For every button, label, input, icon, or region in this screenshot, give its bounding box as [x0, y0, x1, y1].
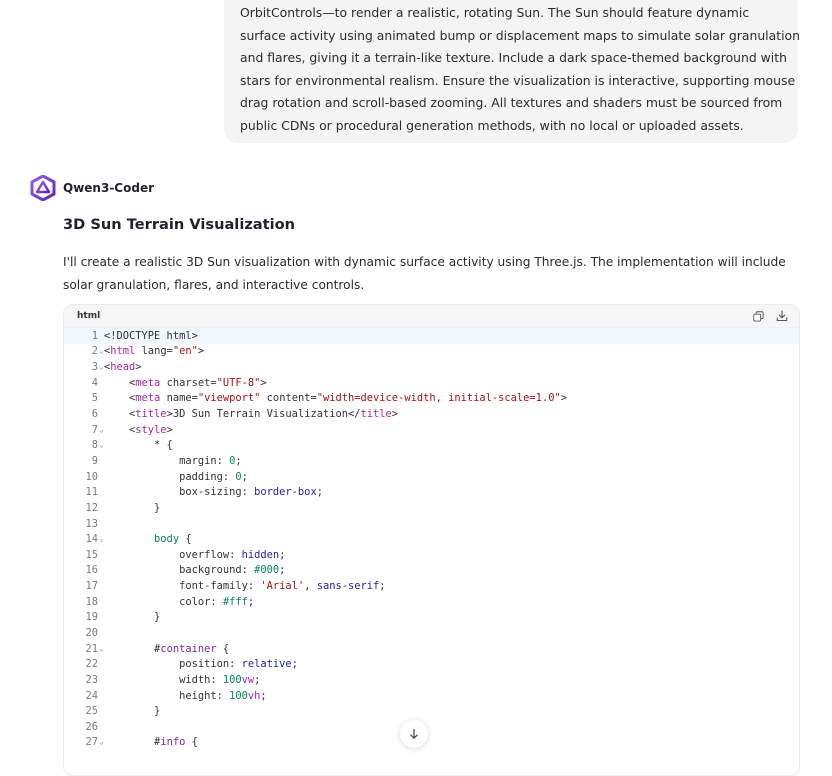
line-number-text: 5 [91, 392, 98, 405]
code-text: } [104, 705, 161, 718]
line-number-text: 14 [85, 533, 98, 546]
code-line [64, 688, 799, 704]
assistant-header [30, 174, 154, 202]
line-number [64, 377, 98, 389]
user-message-line: public CDNs or procedural generation methods, with no local or uploaded assets. [240, 117, 744, 133]
line-number [64, 596, 98, 608]
code-text: font-family: 'Arial', sans-serif; [104, 580, 386, 593]
line-number-text: 21 [85, 642, 98, 655]
line-number [64, 408, 98, 420]
line-number-text: 12 [85, 501, 98, 514]
line-number-text: 11 [85, 486, 98, 499]
code-line [64, 531, 799, 547]
code-text: #info { [104, 736, 198, 749]
line-number [64, 642, 104, 655]
response-title: 3D Sun Terrain Visualization [63, 216, 296, 233]
line-number [64, 564, 98, 576]
code-text: margin: 0; [104, 454, 242, 467]
line-number [64, 549, 98, 561]
line-number [64, 345, 104, 358]
code-text: overflow: hidden; [104, 548, 286, 561]
code-text: <!DOCTYPE html> [104, 329, 198, 342]
code-line [64, 375, 799, 391]
arrow-down-icon [408, 728, 420, 740]
code-line [64, 656, 799, 672]
fold-chevron-icon[interactable]: ⌄ [99, 737, 104, 747]
code-line [64, 344, 799, 360]
response-intro-line: solar granulation, flares, and interactive controls. [63, 278, 365, 292]
code-text: #container { [104, 642, 230, 655]
line-number [64, 627, 98, 639]
line-number-text: 17 [85, 580, 98, 593]
line-number-text: 8 [91, 439, 98, 452]
copy-icon[interactable] [751, 309, 765, 323]
code-text: <meta charset="UTF-8"> [104, 376, 267, 389]
code-text: <style> [104, 423, 173, 436]
code-text: box-sizing: border-box; [104, 486, 323, 499]
line-number-text: 1 [91, 329, 98, 342]
line-number [64, 471, 98, 483]
line-number [64, 330, 98, 342]
line-number-text: 15 [85, 548, 98, 561]
line-number [64, 690, 98, 702]
line-number-text: 13 [85, 517, 98, 530]
line-number [64, 533, 104, 546]
scroll-down-button[interactable] [400, 720, 428, 748]
code-line [64, 578, 799, 594]
user-message-line: and flares, giving it a terrain-like texture. Include a dark space-themed background with [240, 50, 787, 65]
code-text: } [104, 501, 161, 514]
qwen-logo-icon [30, 175, 56, 201]
code-text: <html lang="en"> [104, 345, 205, 358]
response-intro [63, 251, 793, 297]
code-line [64, 625, 799, 641]
fold-chevron-icon[interactable]: ⌄ [99, 440, 104, 450]
code-text: <title>3D Sun Terrain Visualization</title> [104, 408, 399, 421]
code-text: } [104, 611, 161, 624]
fold-chevron-icon[interactable]: ⌄ [99, 362, 104, 372]
line-number-text: 4 [91, 376, 98, 389]
user-message-line: OrbitControls—to render a realistic, rotating Sun. The Sun should feature dynamic [240, 5, 750, 20]
line-number-text: 3 [91, 361, 98, 374]
code-text: height: 100vh; [104, 689, 267, 702]
code-content[interactable] [64, 328, 799, 750]
line-number-text: 22 [85, 658, 98, 671]
user-message-text [240, 2, 800, 137]
fold-chevron-icon[interactable]: ⌄ [99, 643, 104, 653]
line-number-text: 6 [91, 408, 98, 421]
code-text: body { [154, 533, 192, 546]
line-number-text: 20 [85, 626, 98, 639]
line-number [64, 674, 98, 686]
line-number [64, 502, 98, 514]
line-number-text: 7 [91, 423, 98, 436]
line-number-text: 9 [91, 454, 98, 467]
code-language-label: html [77, 311, 101, 321]
line-number [64, 518, 98, 530]
code-line [64, 641, 799, 657]
code-line [64, 422, 799, 438]
line-number [64, 361, 104, 374]
code-text: <meta name="viewport" content="width=device-width, initial-scale=1.0"> [104, 392, 567, 405]
line-number [64, 721, 98, 733]
line-number-text: 27 [85, 736, 98, 749]
line-number-text: 24 [85, 689, 98, 702]
code-line [64, 672, 799, 688]
code-line [64, 406, 799, 422]
code-text: background: #000; [104, 564, 286, 577]
line-number [64, 736, 104, 749]
user-message-line: stars for environmental realism. Ensure the visualization is interactive, supporting mouse [240, 72, 796, 88]
code-block [63, 304, 800, 776]
download-icon[interactable] [775, 309, 789, 323]
code-text: padding: 0; [104, 470, 248, 483]
assistant-name: Qwen3-Coder [63, 181, 154, 195]
line-number [64, 486, 98, 498]
code-line [64, 735, 799, 751]
user-message-bubble [224, 0, 798, 143]
code-text: width: 100vw; [104, 673, 261, 686]
line-number [64, 455, 98, 467]
code-line [64, 484, 799, 500]
line-number [64, 705, 98, 717]
code-line [64, 328, 799, 344]
user-message-line: drag rotation and scroll-based zooming. All textures and shaders must be sourced from [240, 95, 783, 110]
line-number-text: 26 [85, 720, 98, 733]
code-line [64, 500, 799, 516]
code-text: color: #fff; [104, 595, 255, 608]
code-actions [751, 309, 789, 323]
line-number-text: 19 [85, 611, 98, 624]
code-line [64, 469, 799, 485]
line-number-text: 25 [85, 705, 98, 718]
line-number [64, 423, 104, 436]
fold-chevron-icon[interactable]: ⌄ [99, 424, 104, 434]
code-line [64, 594, 799, 610]
line-number [64, 658, 98, 670]
code-text: * { [104, 439, 173, 452]
line-number-text: 23 [85, 673, 98, 686]
code-line [64, 437, 799, 453]
code-line [64, 391, 799, 407]
line-number-text: 2 [91, 345, 98, 358]
code-line [64, 547, 799, 563]
code-line [64, 359, 799, 375]
user-message-line: surface activity using animated bump or displacement maps to simulate solar granulation [240, 27, 800, 43]
code-line [64, 563, 799, 579]
code-line [64, 719, 799, 735]
line-number-text: 16 [85, 564, 98, 577]
fold-chevron-icon[interactable]: ⌄ [99, 346, 104, 356]
code-line [64, 516, 799, 532]
fold-chevron-icon[interactable]: ⌄ [99, 534, 104, 544]
code-line [64, 610, 799, 626]
code-text: position: relative; [104, 658, 298, 671]
response-intro-line: I'll create a realistic 3D Sun visualization with dynamic surface activity using Three.js. The implementation will include [63, 255, 786, 269]
code-line [64, 453, 799, 469]
line-number [64, 580, 98, 592]
code-line [64, 703, 799, 719]
code-block-header [64, 305, 799, 328]
line-number [64, 392, 98, 404]
code-text: <head> [104, 361, 142, 374]
line-number [64, 611, 98, 623]
line-number [64, 439, 104, 452]
line-number-text: 18 [85, 595, 98, 608]
line-number-text: 10 [85, 470, 98, 483]
